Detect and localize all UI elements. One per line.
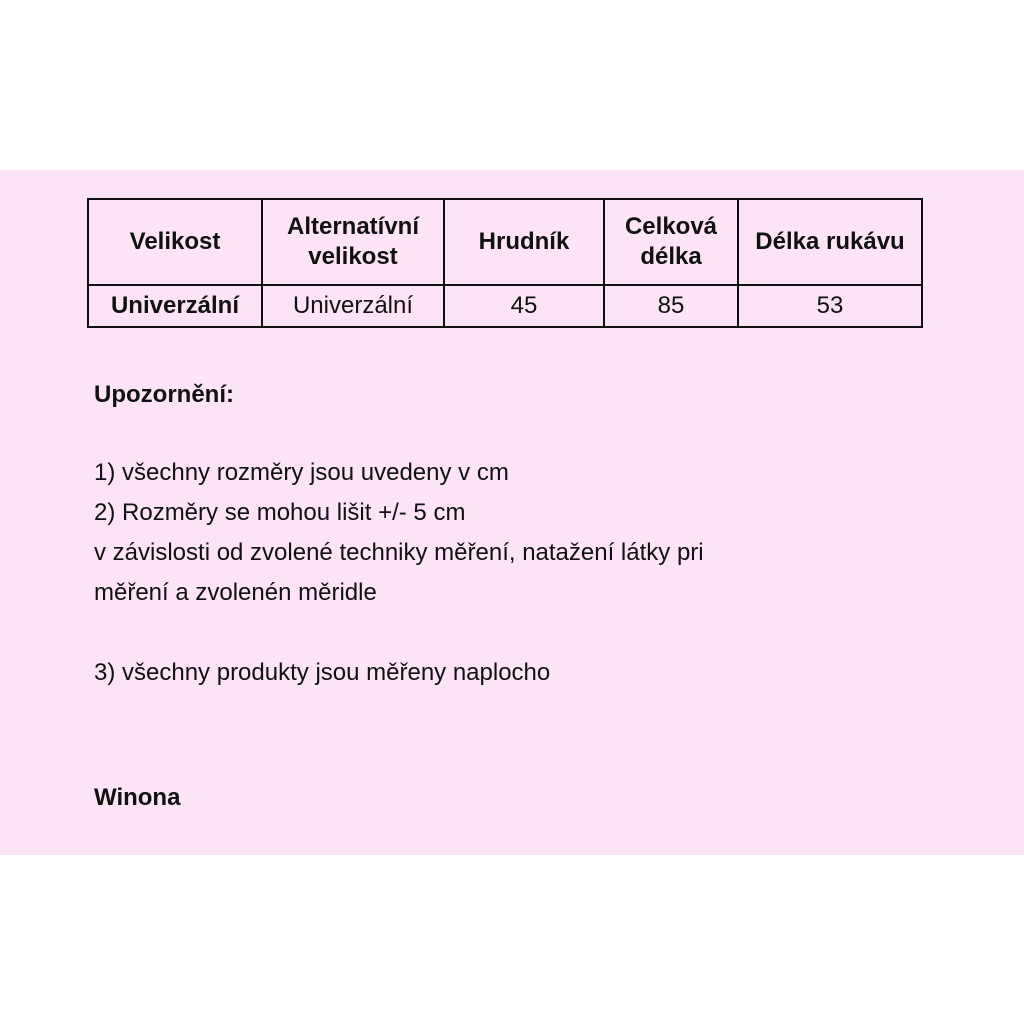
notice-line-4: měření a zvolenén měridle (94, 579, 377, 606)
header-velikost: Velikost (88, 199, 262, 285)
notice-line-1: 1) všechny rozměry jsou uvedeny v cm (94, 459, 509, 486)
notice-spacer (94, 613, 974, 653)
brand-signature: Winona (94, 784, 181, 811)
cell-sleeve-length: 53 (738, 285, 922, 327)
cell-size: Univerzální (88, 285, 262, 327)
table-header-row (88, 199, 922, 285)
cell-total-length: 85 (604, 285, 738, 327)
header-alternativni-velikost: Alternatívní velikost (262, 199, 444, 285)
table-row (88, 285, 922, 327)
notice-line-2: 2) Rozměry se mohou lišit +/- 5 cm (94, 499, 466, 526)
cell-alt-size: Univerzální (262, 285, 444, 327)
cell-chest: 45 (444, 285, 604, 327)
header-hrudnik: Hrudník (444, 199, 604, 285)
size-table (87, 198, 923, 328)
notice-title: Upozornění: (94, 381, 234, 408)
header-delka-rukavu: Délka rukávu (738, 199, 922, 285)
notice-body (94, 453, 974, 693)
content-panel (0, 170, 1024, 855)
notice-line-5: 3) všechny produkty jsou měřeny naplocho (94, 659, 551, 686)
notice-line-3: v závislosti od zvolené techniky měření, natažení látky pri (94, 539, 704, 566)
header-celkova-delka: Celková délka (604, 199, 738, 285)
